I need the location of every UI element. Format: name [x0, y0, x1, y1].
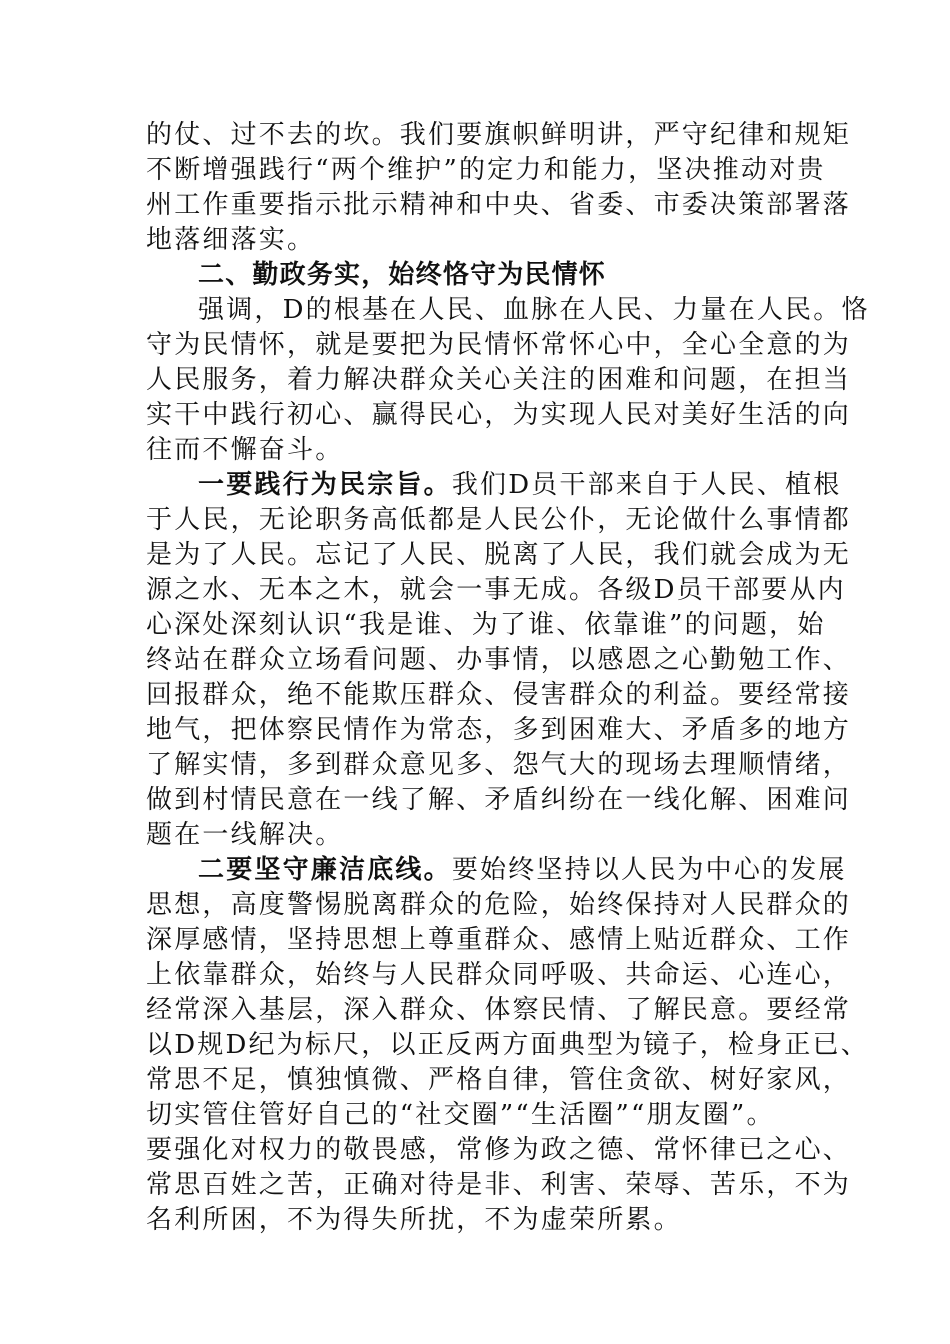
text-line: 题在一线解决。: [146, 820, 344, 850]
text-line: 以D规D纪为标尺，以正反两方面典型为镜子，检身正已、: [146, 1030, 869, 1060]
text-line: 州工作重要指示批示精神和中央、省委、市委决策部署落: [146, 190, 852, 220]
paragraph-text: 要始终坚持以人民为中心的发展: [451, 855, 847, 885]
text-line: 了解实情，多到群众意见多、怨气大的现场去理顺情绪，: [146, 750, 852, 780]
text-line: 心深处深刻认识“我是谁、为了谁、依靠谁”的问题，始: [146, 610, 826, 640]
text-line: 强调，D的根基在人民、血脉在人民、力量在人民。恪: [198, 295, 870, 325]
text-line: 思想，高度警惕脱离群众的危险，始终保持对人民群众的: [146, 890, 852, 920]
section-heading: 二、勤政务实，始终恪守为民情怀: [198, 260, 607, 290]
text-line: 于人民，无论职务高低都是人民公仆，无论做什么事情都: [146, 505, 852, 535]
text-line: 深厚感情，坚持思想上尊重群众、感情上贴近群众、工作: [146, 925, 852, 955]
paragraph-text: 我们D员干部来自于人民、植根: [451, 470, 842, 500]
text-line: 要强化对权力的敬畏感，常修为政之德、常怀律已之心、: [146, 1135, 852, 1165]
paragraph-first-line: [198, 853, 847, 887]
text-line: 往而不懈奋斗。: [146, 435, 344, 465]
text-line: 回报群众，绝不能欺压群众、侵害群众的利益。要经常接: [146, 680, 852, 710]
text-line: 终站在群众立场看问题、办事情，以感恩之心勤勉工作、: [146, 645, 852, 675]
paragraph-first-line: [198, 468, 841, 502]
text-line: 是为了人民。忘记了人民、脱离了人民，我们就会成为无: [146, 540, 852, 570]
text-line: 名利所困，不为得失所扰，不为虚荣所累。: [146, 1205, 682, 1235]
point-title: 一要践行为民宗旨。: [198, 470, 452, 500]
text-line: 常思不足，慎独慎微、严格自律，管住贪欲、树好家风，: [146, 1065, 852, 1095]
text-line: 切实管住管好自己的“社交圈”“生活圈”“朋友圈”。: [146, 1100, 775, 1130]
text-line: 守为民情怀，就是要把为民情怀常怀心中，全心全意的为: [146, 330, 852, 360]
text-line: 常思百姓之苦，正确对待是非、利害、荣辱、苦乐，不为: [146, 1170, 852, 1200]
text-line: 上依靠群众，始终与人民群众同呼吸、共命运、心连心，: [146, 960, 852, 990]
text-line: 做到村情民意在一线了解、矛盾纠纷在一线化解、困难问: [146, 785, 852, 815]
text-line: 人民服务，着力解决群众关心关注的困难和问题，在担当: [146, 365, 852, 395]
text-line: 不断增强践行“两个维护”的定力和能力，坚决推动对贵: [146, 155, 826, 185]
text-line: 地气，把体察民情作为常态，多到困难大、矛盾多的地方: [146, 715, 852, 745]
text-line: 地落细落实。: [146, 225, 316, 255]
text-line: 的仗、过不去的坎。我们要旗帜鲜明讲，严守纪律和规矩: [146, 120, 852, 150]
text-line: 实干中践行初心、赢得民心，为实现人民对美好生活的向: [146, 400, 852, 430]
text-line: 经常深入基层，深入群众、体察民情、了解民意。要经常: [146, 995, 852, 1025]
point-title: 二要坚守廉洁底线。: [198, 855, 452, 885]
text-line: 源之水、无本之木，就会一事无成。各级D员干部要从内: [146, 575, 846, 605]
